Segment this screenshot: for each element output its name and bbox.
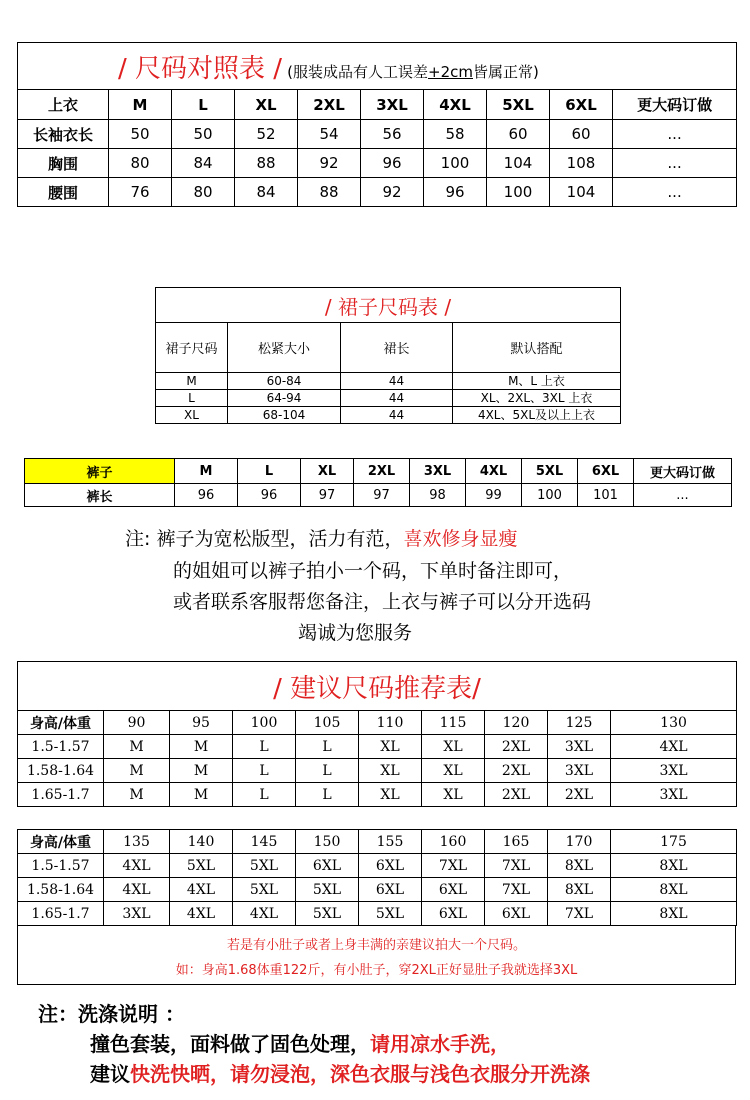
size-chart-header-row [18, 90, 737, 120]
pants-note-line1: 注: 裤子为宽松版型，活力有范，喜欢修身显瘦 [125, 528, 518, 550]
pants-chart-cell: 96 [238, 484, 301, 507]
pants-chart-cell: 99 [466, 484, 522, 507]
pants-chart-cell: 97 [301, 484, 354, 507]
recommendation-header-cell: 100 [233, 711, 296, 735]
recommendation-table-1 [17, 661, 737, 807]
wash-title: 注：洗涤说明 ： [38, 1002, 185, 1026]
skirt-chart-cell: 44 [341, 373, 453, 390]
size-chart-header-cell: M [109, 90, 172, 120]
skirt-chart-cell: M [156, 373, 228, 390]
size-chart-cell: 92 [361, 178, 424, 207]
recommendation-cell: XL [359, 735, 422, 759]
recommendation-cell: 6XL [296, 854, 359, 878]
recommendation-cell: M [170, 759, 233, 783]
skirt-chart-cell: M、L 上衣 [453, 373, 621, 390]
recommendation-2-header-row [18, 830, 737, 854]
size-chart-cell: 56 [361, 120, 424, 149]
recommendation-cell: 5XL [233, 854, 296, 878]
recommendation-header-cell: 155 [359, 830, 422, 854]
recommendation-cell: XL [422, 735, 485, 759]
skirt-chart-row [156, 407, 621, 424]
skirt-chart-cell: XL、2XL、3XL 上衣 [453, 390, 621, 407]
recommendation-cell: 1.5-1.57 [18, 735, 104, 759]
size-chart-header-cell: 2XL [298, 90, 361, 120]
size-chart-cell: 长袖衣长 [18, 120, 109, 149]
pants-chart-cell: 97 [354, 484, 410, 507]
recommendation-header-cell: 135 [104, 830, 170, 854]
pants-chart-header-cell: 5XL [522, 459, 578, 484]
skirt-chart-title: / 裙子尺码表 / [324, 294, 452, 319]
pants-chart-header-cell: XL [301, 459, 354, 484]
recommendation-header-cell: 90 [104, 711, 170, 735]
size-chart-cell: 60 [487, 120, 550, 149]
recommendation-cell: 7XL [422, 854, 485, 878]
recommendation-cell: 6XL [359, 878, 422, 902]
recommendation-cell: M [170, 735, 233, 759]
skirt-chart-row [156, 390, 621, 407]
size-chart-header-cell: L [172, 90, 235, 120]
pants-chart-cell: 101 [578, 484, 634, 507]
size-chart-note: (服装成品有人工误差+2cm皆属正常) [287, 62, 539, 81]
recommendation-cell: L [296, 783, 359, 807]
pants-chart-cell: 96 [175, 484, 238, 507]
skirt-chart-cell: 68-104 [228, 407, 341, 424]
size-chart-header-cell: XL [235, 90, 298, 120]
size-chart-cell: 96 [361, 149, 424, 178]
skirt-chart-header-cell: 裙长 [341, 323, 453, 373]
pants-chart-header-cell: 4XL [466, 459, 522, 484]
recommendation-header-cell: 110 [359, 711, 422, 735]
size-chart-cell: 104 [550, 178, 613, 207]
skirt-chart-row [156, 373, 621, 390]
skirt-chart-cell: XL [156, 407, 228, 424]
recommendation-cell: L [233, 735, 296, 759]
size-chart-cell: 76 [109, 178, 172, 207]
recommendation-cell: M [104, 735, 170, 759]
pants-note-line2: 的姐姐可以裤子拍小一个码，下单时备注即可， [173, 560, 573, 582]
recommendation-row [18, 783, 737, 807]
recommendation-header-cell: 140 [170, 830, 233, 854]
size-chart-cell: ... [613, 149, 737, 178]
size-chart-cell: 50 [172, 120, 235, 149]
recommendation-header-cell: 130 [611, 711, 737, 735]
recommendation-cell: M [104, 759, 170, 783]
size-chart-header-cell: 上衣 [18, 90, 109, 120]
pants-chart-cell: 100 [522, 484, 578, 507]
recommendation-title-cell [18, 662, 737, 711]
recommendation-table-2 [17, 829, 737, 926]
size-chart-cell: 52 [235, 120, 298, 149]
recommendation-header-cell: 150 [296, 830, 359, 854]
size-chart-cell: 84 [172, 149, 235, 178]
size-chart-cell: 80 [109, 149, 172, 178]
recommendation-cell: 2XL [485, 783, 548, 807]
size-chart-row [18, 149, 737, 178]
size-chart-title: / 尺码对照表 / [118, 53, 283, 84]
recommendation-cell: XL [359, 759, 422, 783]
recommendation-footnote-1: 若是有小肚子或者上身丰满的亲建议拍大一个尺码。 [226, 938, 526, 953]
recommendation-cell: 4XL [170, 878, 233, 902]
recommendation-cell: M [104, 783, 170, 807]
recommendation-footnote-box [17, 926, 736, 985]
recommendation-cell: 4XL [611, 735, 737, 759]
size-chart-cell: 104 [487, 149, 550, 178]
size-chart-title-cell [18, 43, 737, 90]
skirt-chart-cell: 44 [341, 407, 453, 424]
recommendation-row [18, 902, 737, 926]
size-chart-cell: 88 [298, 178, 361, 207]
size-chart-row [18, 178, 737, 207]
pants-chart-header-cell: 3XL [410, 459, 466, 484]
skirt-chart-header-cell: 裙子尺码 [156, 323, 228, 373]
recommendation-cell: 6XL [359, 854, 422, 878]
recommendation-cell: 8XL [611, 878, 737, 902]
size-chart-header-cell: 5XL [487, 90, 550, 120]
pants-chart-header-cell: L [238, 459, 301, 484]
pants-chart-header-cell: M [175, 459, 238, 484]
pants-chart-header-cell: 裤子 [25, 459, 175, 484]
recommendation-header-cell: 175 [611, 830, 737, 854]
size-chart-cell: 胸围 [18, 149, 109, 178]
recommendation-cell: L [233, 759, 296, 783]
recommendation-cell: 8XL [548, 878, 611, 902]
recommendation-header-cell: 120 [485, 711, 548, 735]
recommendation-header-cell: 170 [548, 830, 611, 854]
recommendation-cell: 3XL [611, 759, 737, 783]
size-chart-header-cell: 6XL [550, 90, 613, 120]
recommendation-header-cell: 身高/体重 [18, 830, 104, 854]
recommendation-cell: 6XL [485, 902, 548, 926]
recommendation-header-cell: 身高/体重 [18, 711, 104, 735]
recommendation-cell: 6XL [422, 902, 485, 926]
recommendation-cell: 5XL [296, 902, 359, 926]
pants-chart-header-cell: 更大码订做 [634, 459, 732, 484]
size-chart-cell: 100 [487, 178, 550, 207]
skirt-chart-title-cell [156, 288, 621, 323]
recommendation-cell: 3XL [104, 902, 170, 926]
recommendation-cell: 4XL [233, 902, 296, 926]
size-chart-header-cell: 更大码订做 [613, 90, 737, 120]
pants-chart-header-cell: 6XL [578, 459, 634, 484]
recommendation-cell: 8XL [548, 854, 611, 878]
size-chart-cell: 50 [109, 120, 172, 149]
skirt-chart-header-cell: 默认搭配 [453, 323, 621, 373]
skirt-chart-cell: 4XL、5XL及以上上衣 [453, 407, 621, 424]
recommendation-cell: 5XL [296, 878, 359, 902]
recommendation-footnote-2: 如：身高1.68体重122斤，有小肚子，穿2XL正好显肚子我就选择3XL [175, 963, 578, 978]
recommendation-row [18, 759, 737, 783]
size-chart-cell: 92 [298, 149, 361, 178]
size-chart-cell: 54 [298, 120, 361, 149]
size-chart-row [18, 120, 737, 149]
recommendation-title: / 建议尺码推荐表/ [273, 673, 481, 704]
recommendation-header-cell: 165 [485, 830, 548, 854]
skirt-chart-header-cell: 松紧大小 [228, 323, 341, 373]
recommendation-header-cell: 95 [170, 711, 233, 735]
size-chart-cell: 108 [550, 149, 613, 178]
recommendation-cell: XL [422, 759, 485, 783]
size-chart-header-cell: 4XL [424, 90, 487, 120]
wash-line1: 撞色套装，面料做了固色处理，请用凉水手洗， [90, 1032, 510, 1056]
size-chart-cell: 58 [424, 120, 487, 149]
recommendation-header-cell: 125 [548, 711, 611, 735]
recommendation-header-cell: 105 [296, 711, 359, 735]
recommendation-cell: 6XL [422, 878, 485, 902]
recommendation-cell: L [296, 735, 359, 759]
size-chart-cell: 腰围 [18, 178, 109, 207]
skirt-chart-table [155, 287, 621, 424]
recommendation-row [18, 878, 737, 902]
recommendation-cell: 4XL [170, 902, 233, 926]
recommendation-header-cell: 115 [422, 711, 485, 735]
size-chart-cell: 60 [550, 120, 613, 149]
size-chart-header-cell: 3XL [361, 90, 424, 120]
recommendation-cell: XL [422, 783, 485, 807]
recommendation-cell: 5XL [233, 878, 296, 902]
recommendation-cell: M [170, 783, 233, 807]
pants-chart-header-row [25, 459, 732, 484]
size-chart-cell: 88 [235, 149, 298, 178]
recommendation-cell: 1.58-1.64 [18, 878, 104, 902]
pants-note-highlight: 喜欢修身显瘦 [403, 528, 518, 550]
size-chart-cell: ... [613, 178, 737, 207]
recommendation-cell: 2XL [485, 759, 548, 783]
size-chart-cell: ... [613, 120, 737, 149]
recommendation-cell: 5XL [359, 902, 422, 926]
size-chart-cell: 80 [172, 178, 235, 207]
recommendation-cell: 8XL [611, 902, 737, 926]
recommendation-cell: 4XL [104, 878, 170, 902]
recommendation-cell: 1.65-1.7 [18, 902, 104, 926]
recommendation-cell: 7XL [485, 878, 548, 902]
wash-line2: 建议快洗快晒，请勿浸泡，深色衣服与浅色衣服分开洗涤 [90, 1062, 590, 1086]
recommendation-row [18, 854, 737, 878]
recommendation-1-header-row [18, 711, 737, 735]
skirt-chart-cell: 60-84 [228, 373, 341, 390]
recommendation-cell: 8XL [611, 854, 737, 878]
size-chart-cell: 84 [235, 178, 298, 207]
pants-chart-cell: 98 [410, 484, 466, 507]
recommendation-cell: 1.65-1.7 [18, 783, 104, 807]
pants-chart-cell: ... [634, 484, 732, 507]
recommendation-cell: 1.5-1.57 [18, 854, 104, 878]
recommendation-cell: 7XL [485, 854, 548, 878]
recommendation-cell: 3XL [548, 735, 611, 759]
skirt-chart-cell: 44 [341, 390, 453, 407]
recommendation-cell: 4XL [104, 854, 170, 878]
pants-note-line4: 竭诚为您服务 [298, 622, 413, 644]
recommendation-row [18, 735, 737, 759]
skirt-chart-header-row [156, 323, 621, 373]
recommendation-header-cell: 145 [233, 830, 296, 854]
size-chart-table [17, 42, 737, 207]
recommendation-cell: 3XL [548, 759, 611, 783]
recommendation-cell: 3XL [611, 783, 737, 807]
pants-chart-cell: 裤长 [25, 484, 175, 507]
recommendation-cell: 2XL [548, 783, 611, 807]
recommendation-header-cell: 160 [422, 830, 485, 854]
recommendation-cell: 2XL [485, 735, 548, 759]
skirt-chart-cell: L [156, 390, 228, 407]
recommendation-cell: L [296, 759, 359, 783]
recommendation-cell: 7XL [548, 902, 611, 926]
recommendation-cell: XL [359, 783, 422, 807]
size-chart-cell: 96 [424, 178, 487, 207]
size-chart-cell: 100 [424, 149, 487, 178]
pants-chart-header-cell: 2XL [354, 459, 410, 484]
pants-note-line3: 或者联系客服帮您备注，上衣与裤子可以分开选码 [173, 591, 592, 613]
recommendation-cell: 5XL [170, 854, 233, 878]
skirt-chart-cell: 64-94 [228, 390, 341, 407]
recommendation-cell: 1.58-1.64 [18, 759, 104, 783]
pants-chart-table [24, 458, 732, 507]
recommendation-cell: L [233, 783, 296, 807]
pants-chart-row [25, 484, 732, 507]
